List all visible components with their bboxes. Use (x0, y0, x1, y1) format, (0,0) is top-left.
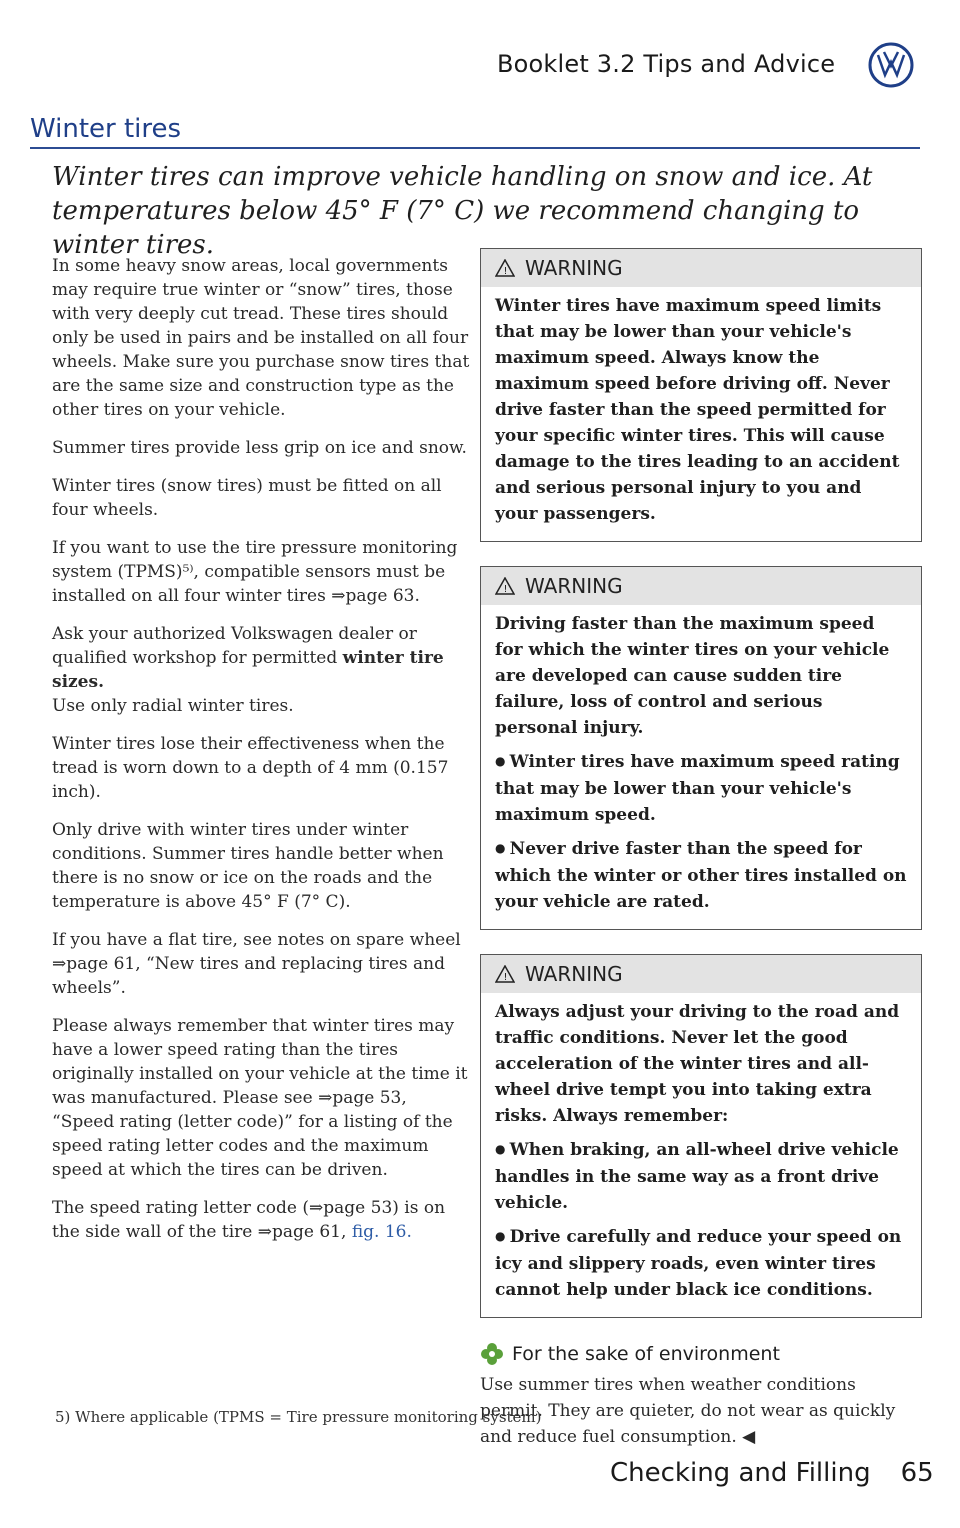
title-rule (30, 147, 920, 149)
text-segment: Ask your authorized Volkswagen dealer or qualified workshop for permitted (52, 624, 417, 668)
warning-triangle-icon (495, 259, 515, 277)
warning-bullet: ● Winter tires have maximum speed rating that may be lower than your vehicle's maximum speed. (495, 749, 907, 828)
warning-text: Always adjust your driving to the road and traffic conditions. Never let the good acceleration of the winter tires and all-wheel drive tempt you into taking extra risks. Always remember: (495, 1002, 900, 1126)
paragraph (52, 1196, 472, 1244)
left-column (52, 254, 472, 1258)
text-segment: The speed rating letter code (⇒page 53) is on the side wall of the tire ⇒page 61, (52, 1198, 446, 1242)
text-segment: Use only radial winter tires. (52, 696, 294, 716)
warning-bullet: ● Never drive faster than the speed for which the winter or other tires installed on your vehicle are rated. (495, 836, 907, 915)
warning-bullet: ● When braking, an all-wheel drive vehicle handles in the same way as a front drive vehicle. (495, 1137, 907, 1216)
paragraph: If you have a flat tire, see notes on spare wheel ⇒page 61, “New tires and replacing tires and wheels”. (52, 930, 461, 998)
warning-text: Driving faster than the maximum speed for which the winter tires on your vehicle are developed can cause sudden tire failure, loss of control and serious personal injury. (495, 614, 890, 738)
intro-text: Winter tires can improve vehicle handling on snow and ice. At temperatures below 45° F (7° C) we recommend changing to winter tires. (52, 162, 873, 260)
footer-section: Checking and Filling (610, 1458, 871, 1488)
environment-title: For the sake of environment (512, 1343, 780, 1365)
paragraph (52, 622, 472, 718)
tire-sizes-term: winter tire sizes. (52, 648, 444, 692)
footnote: 5) Where applicable (TPMS = Tire pressure monitoring system) (55, 1408, 542, 1426)
booklet-header: Booklet 3.2 Tips and Advice (497, 50, 836, 78)
paragraph: Please always remember that winter tires may have a lower speed rating than the tires originally installed on your vehicle at the time it was manufactured. Please see ⇒page 53, “Speed rating (letter code)” for a listing of the speed rating letter codes and the maximum speed at which the tires can be driven. (52, 1016, 468, 1180)
paragraph: Only drive with winter tires under winter conditions. Summer tires handle better when there is no snow or ice on the roads and the temperature is above 45° F (7° C). (52, 820, 444, 912)
warning-triangle-icon (495, 965, 515, 983)
warning-box (480, 248, 922, 542)
warning-bullet: ● Drive carefully and reduce your speed on icy and slippery roads, even winter tires cannot help under black ice conditions. (495, 1224, 907, 1303)
page-number: 65 (900, 1458, 934, 1488)
warning-box (480, 954, 922, 1318)
svg-text:!: ! (503, 972, 508, 983)
warning-box (480, 566, 922, 930)
paragraph: Winter tires (snow tires) must be fitted on all four wheels. (52, 476, 442, 520)
warning-label: WARNING (525, 256, 623, 280)
environment-text: Use summer tires when weather conditions permit. They are quieter, do not wear as quickly and reduce fuel consumption. ◀ (480, 1375, 896, 1447)
warning-triangle-icon (495, 577, 515, 595)
warning-text: Winter tires have maximum speed limits that may be lower than your vehicle's maximum speed. Always know the maximum speed before driving off. Never drive faster than the speed permitted for your specific winter tires. This will cause damage to the tires leading to an accident and serious personal injury to you and your passengers. (495, 296, 900, 524)
paragraph: In some heavy snow areas, local governments may require true winter or “snow” tires, those with very deeply cut tread. These tires should only be used in pairs and be installed on all four wheels. Make sure you purchase snow tires that are the same size and construction type as the other tires on your vehicle. (52, 256, 470, 420)
page-footer (610, 1458, 934, 1488)
paragraph: Winter tires lose their effectiveness when the tread is worn down to a depth of 4 mm (0.157 inch). (52, 734, 449, 802)
section-title: Winter tires (30, 114, 182, 144)
right-column (480, 248, 922, 1450)
flower-icon (480, 1342, 504, 1366)
paragraph: If you want to use the tire pressure monitoring system (TPMS)⁵⁾, compatible sensors must be installed on all four winter tires ⇒page 63. (52, 538, 458, 606)
svg-text:!: ! (503, 266, 508, 277)
paragraph: Summer tires provide less grip on ice and snow. (52, 438, 467, 458)
environment-heading (480, 1342, 922, 1366)
vw-logo-icon (868, 42, 914, 88)
figure-link[interactable]: fig. 16. (351, 1222, 412, 1242)
warning-label: WARNING (525, 574, 623, 598)
svg-text:!: ! (503, 584, 508, 595)
warning-label: WARNING (525, 962, 623, 986)
